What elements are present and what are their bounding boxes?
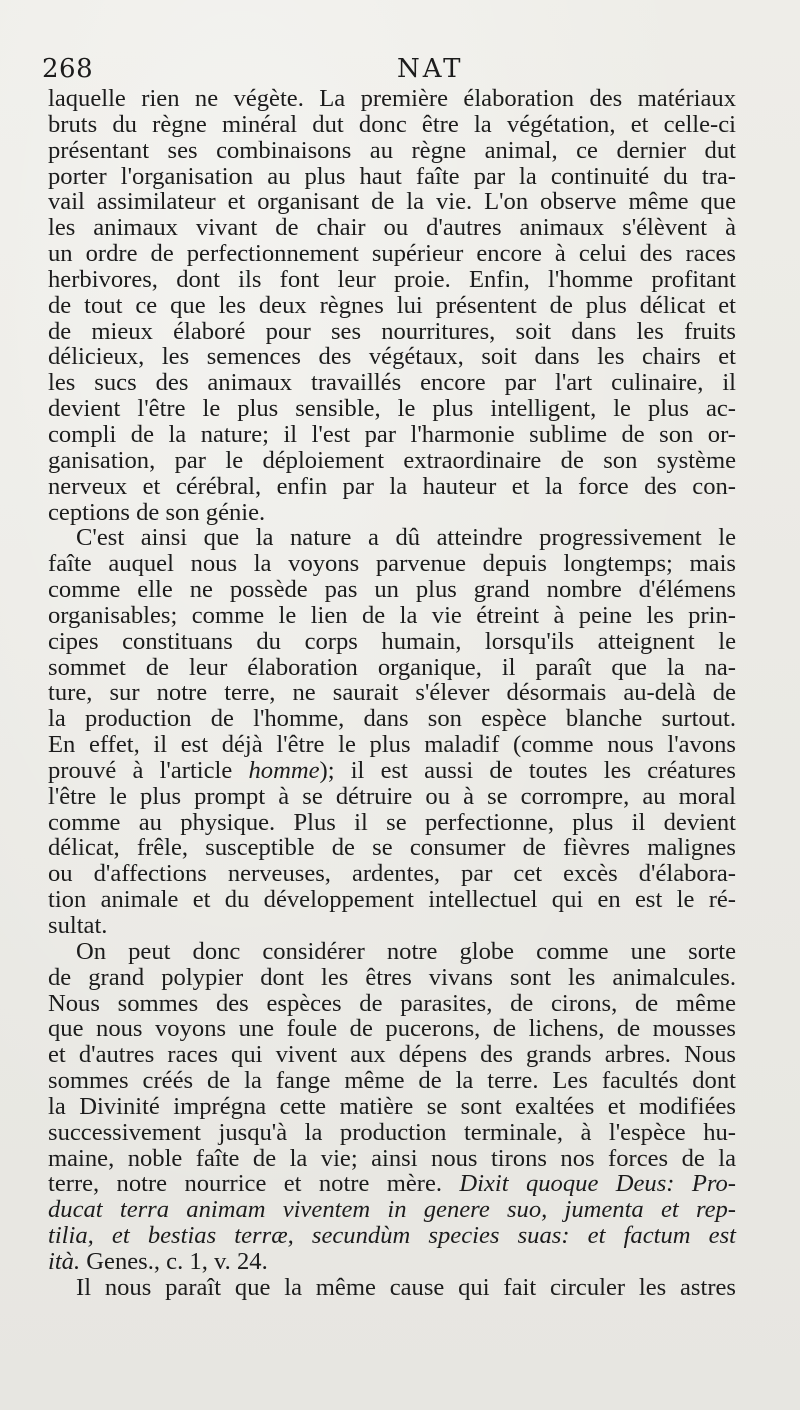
text-line: laquelle rien ne végète. La première élaboration des matériaux bbox=[48, 85, 736, 112]
text-line: bruts du règne minéral dut donc être la végétation, et celle-ci bbox=[48, 110, 736, 138]
text-line: C'est ainsi que la nature a dû atteindre progressivement le bbox=[76, 524, 736, 552]
text-line: comme elle ne possède pas un plus grand nombre d'élémens bbox=[48, 576, 736, 604]
text-line: maine, noble faîte de la vie; ainsi nous tirons nos forces de la bbox=[48, 1144, 736, 1172]
text-line: ducat terra animam viventem in genere suo, jumenta et rep- bbox=[48, 1196, 736, 1224]
text-line: Nous sommes des espèces de parasites, de cirons, de même bbox=[48, 989, 736, 1017]
text-line: herbivores, dont ils font leur proie. Enfin, l'homme profitant bbox=[48, 265, 736, 293]
text-line: la production de l'homme, dans son espèce blanche surtout. bbox=[48, 705, 736, 733]
text-line: l'être le plus prompt à se détruire ou à se corrompre, au moral bbox=[48, 782, 736, 810]
text-line: les animaux vivant de chair ou d'autres animaux s'élèvent à bbox=[48, 214, 736, 242]
page-header bbox=[42, 50, 730, 90]
text-line: présentant ses combinaisons au règne animal, ce dernier dut bbox=[48, 136, 736, 164]
text-line: les sucs des animaux travaillés encore par l'art culinaire, il bbox=[48, 369, 736, 397]
text-line: compli de la nature; il l'est par l'harmonie sublime de son or- bbox=[48, 420, 736, 448]
body-text bbox=[48, 86, 736, 1301]
text-line: ou d'affections nerveuses, ardentes, par cet excès d'élabora- bbox=[48, 860, 736, 888]
text-line: de tout ce que les deux règnes lui présentent de plus délicat et bbox=[48, 291, 736, 319]
text-line: cipes constituans du corps humain, lorsqu'ils atteignent le bbox=[48, 627, 736, 655]
page-number: 268 bbox=[42, 54, 94, 84]
text-line: ità. Genes., c. 1, v. 24. bbox=[48, 1247, 268, 1275]
text-line: porter l'organisation au plus haut faîte par la continuité du tra- bbox=[48, 162, 736, 190]
text-line: devient l'être le plus sensible, le plus intelligent, le plus ac- bbox=[48, 395, 736, 423]
text-line: délicieux, les semences des végétaux, soit dans les chairs et bbox=[48, 343, 736, 371]
text-line: vail assimilateur et organisant de la vie. L'on observe même que bbox=[48, 188, 736, 216]
text-line: ganisation, par le déploiement extraordinaire de son système bbox=[48, 446, 736, 474]
text-line: faîte auquel nous la voyons parvenue depuis longtemps; mais bbox=[48, 550, 736, 578]
text-line: nerveux et cérébral, enfin par la hauteur et la force des con- bbox=[48, 472, 736, 500]
text-line: sommet de leur élaboration organique, il paraît que la na- bbox=[48, 653, 736, 681]
text-line: comme au physique. Plus il se perfectionne, plus il devient bbox=[48, 808, 736, 836]
text-line: On peut donc considérer notre globe comme une sorte bbox=[76, 937, 736, 965]
text-line: la Divinité imprégna cette matière se sont exaltées et modifiées bbox=[48, 1092, 736, 1120]
text-line: organisables; comme le lien de la vie étreint à peine les prin- bbox=[48, 601, 736, 629]
text-line: ceptions de son génie. bbox=[48, 498, 266, 526]
text-line: terre, notre nourrice et notre mère. Dixit quoque Deus: Pro- bbox=[48, 1170, 736, 1198]
text-line: et d'autres races qui vivent aux dépens des grands arbres. Nous bbox=[48, 1041, 736, 1069]
text-line: de mieux élaboré pour ses nourritures, soit dans les fruits bbox=[48, 317, 736, 345]
text-line: ture, sur notre terre, ne saurait s'élever désormais au-delà de bbox=[48, 679, 736, 707]
text-line: délicat, frêle, susceptible de se consumer de fièvres malignes bbox=[48, 834, 736, 862]
text-line: que nous voyons une foule de pucerons, de lichens, de mousses bbox=[48, 1015, 736, 1043]
text-line: successivement jusqu'à la production terminale, à l'espèce hu- bbox=[48, 1118, 736, 1146]
text-line: un ordre de perfectionnement supérieur encore à celui des races bbox=[48, 240, 736, 268]
text-line: En effet, il est déjà l'être le plus maladif (comme nous l'avons bbox=[48, 731, 736, 759]
text-line: sultat. bbox=[48, 912, 108, 939]
text-line: Il nous paraît que la même cause qui fait circuler les astres bbox=[76, 1273, 736, 1301]
text-line: sommes créés de la fange même de la terre. Les facultés dont bbox=[48, 1067, 736, 1095]
running-head: NAT bbox=[397, 54, 464, 84]
text-line: prouvé à l'article homme); il est aussi de toutes les créatures bbox=[48, 756, 737, 784]
text-line: tilia, et bestias terræ, secundùm species suas: et factum est bbox=[48, 1222, 736, 1250]
text-line: tion animale et du développement intellectuel qui en est le ré- bbox=[48, 886, 736, 914]
text-line: de grand polypier dont les êtres vivans sont les animalcules. bbox=[48, 963, 736, 991]
